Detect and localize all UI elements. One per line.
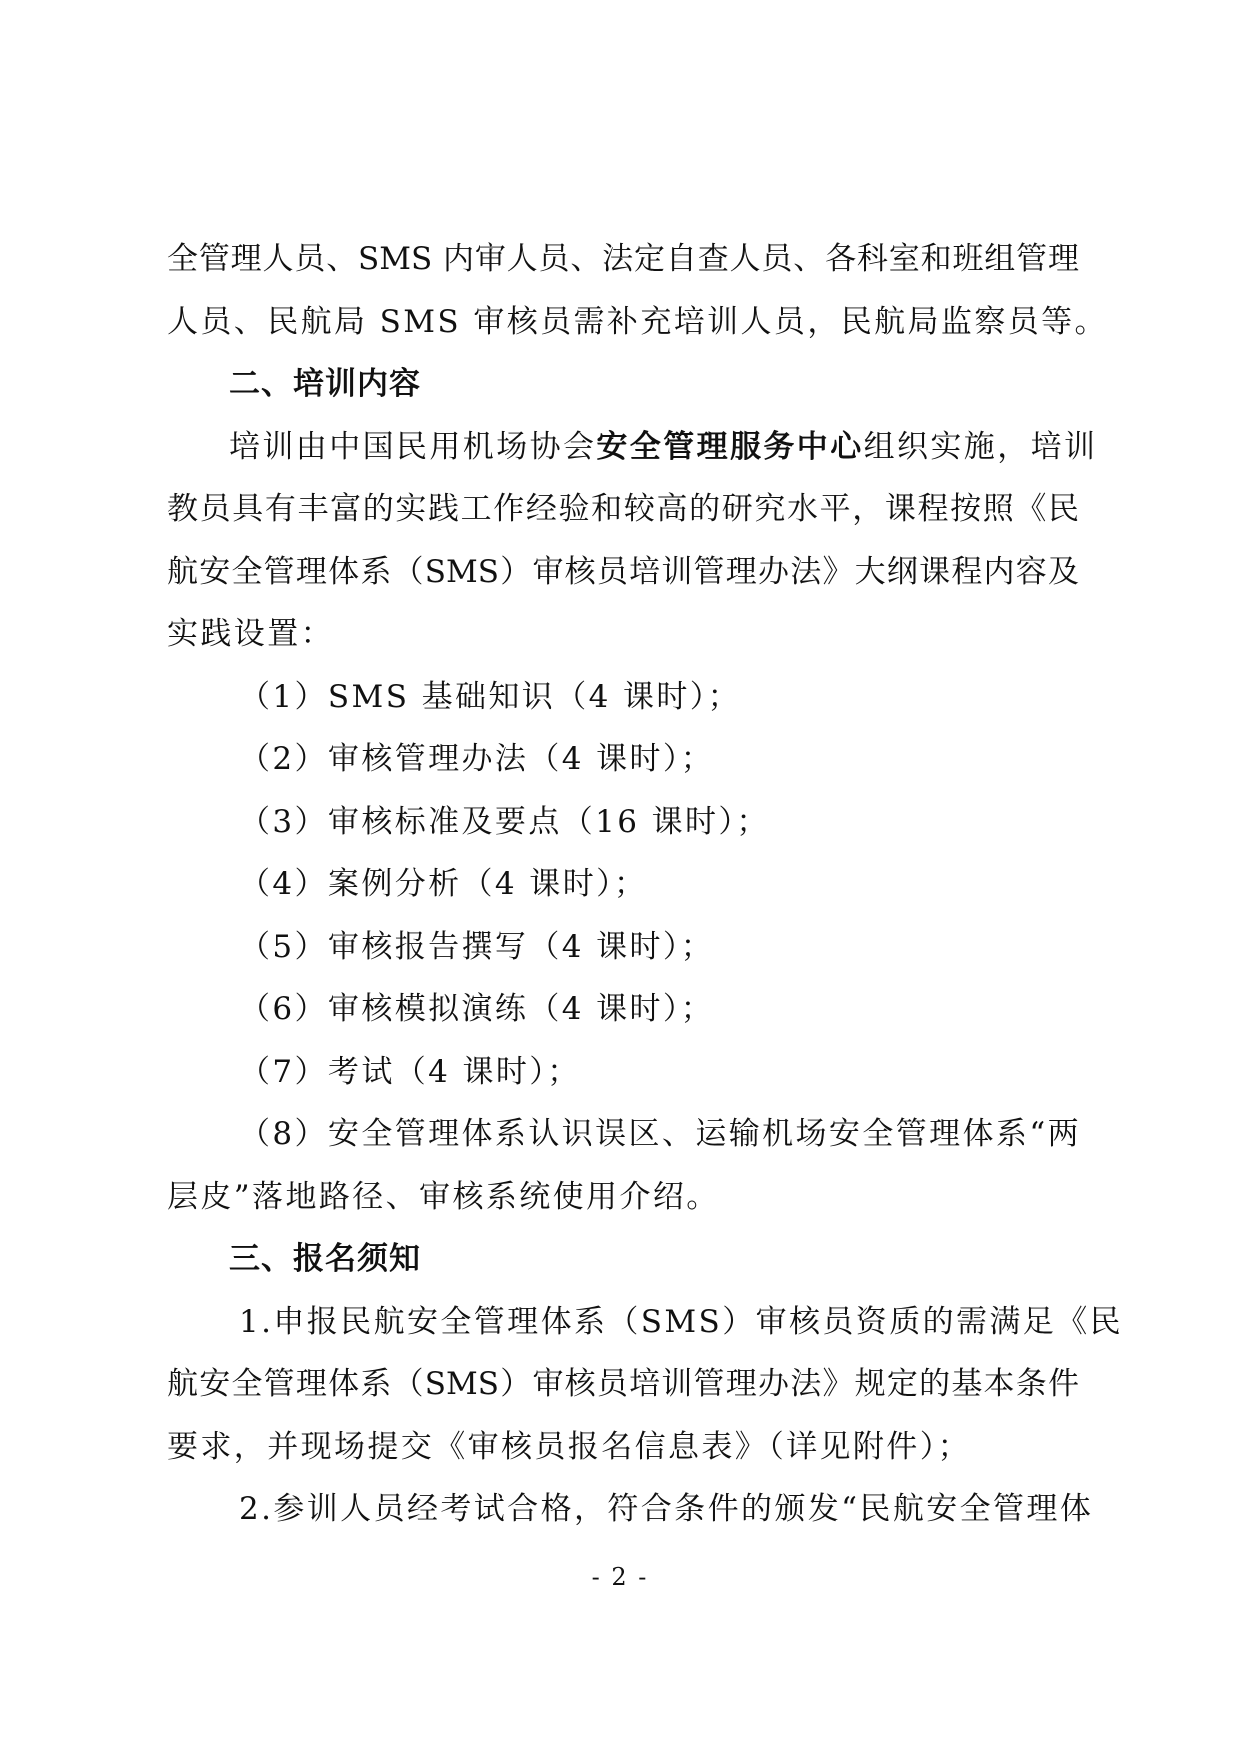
course-list-item: （4）案例分析（4 课时）； — [239, 866, 648, 902]
course-list-item: （1）SMS 基础知识（4 课时）； — [239, 678, 742, 715]
notice-item: 1.申报民航安全管理体系（SMS）审核员资质的需满足《民 — [239, 1303, 1123, 1340]
course-list-item: （2）审核管理办法（4 课时）； — [239, 741, 715, 777]
document-body — [167, 228, 1123, 1541]
notice-item: 2.参训人员经考试合格，符合条件的颁发“民航安全管理体 — [239, 1491, 1094, 1527]
course-list-item: （3）审核标准及要点（16 课时）； — [239, 803, 770, 840]
section-heading-registration: 三、报名须知 — [229, 1241, 421, 1277]
course-list-item: （8）安全管理体系认识误区、运输机场安全管理体系“两 — [239, 1116, 1081, 1152]
paragraph-line: 全管理人员、SMS 内审人员、法定自查人员、各科室和班组管理 — [167, 241, 1079, 277]
paragraph-text: 组织实施，培训 — [863, 428, 1098, 465]
course-list-item: （5）审核报告撰写（4 课时）； — [239, 928, 715, 965]
paragraph-line: 人员、民航局 SMS 审核员需补充培训人员，民航局监察员等。 — [167, 303, 1108, 340]
paragraph-line: 教员具有丰富的实践工作经验和较高的研究水平，课程按照《民 — [167, 491, 1079, 527]
page-number: - 2 - — [591, 1563, 649, 1591]
course-list-item: （7）考试（4 课时）； — [239, 1053, 581, 1090]
section-heading-training-content: 二、培训内容 — [229, 366, 421, 402]
paragraph-line: 航安全管理体系（SMS）审核员培训管理办法》大纲课程内容及 — [167, 553, 1079, 590]
paragraph-line: 实践设置： — [167, 616, 334, 652]
paragraph-line: 航安全管理体系（SMS）审核员培训管理办法》规定的基本条件 — [167, 1366, 1079, 1402]
paragraph-line — [167, 416, 1098, 479]
paragraph-text: 培训由中国民用机场协会 — [229, 428, 597, 465]
paragraph-line: 要求，并现场提交《审核员报名信息表》（详见附件）； — [167, 1428, 971, 1465]
course-list-item: （6）审核模拟演练（4 课时）； — [239, 991, 715, 1027]
paragraph-line: 层皮”落地路径、审核系统使用介绍。 — [167, 1178, 720, 1215]
organizer-name: 安全管理服务中心 — [596, 428, 864, 465]
